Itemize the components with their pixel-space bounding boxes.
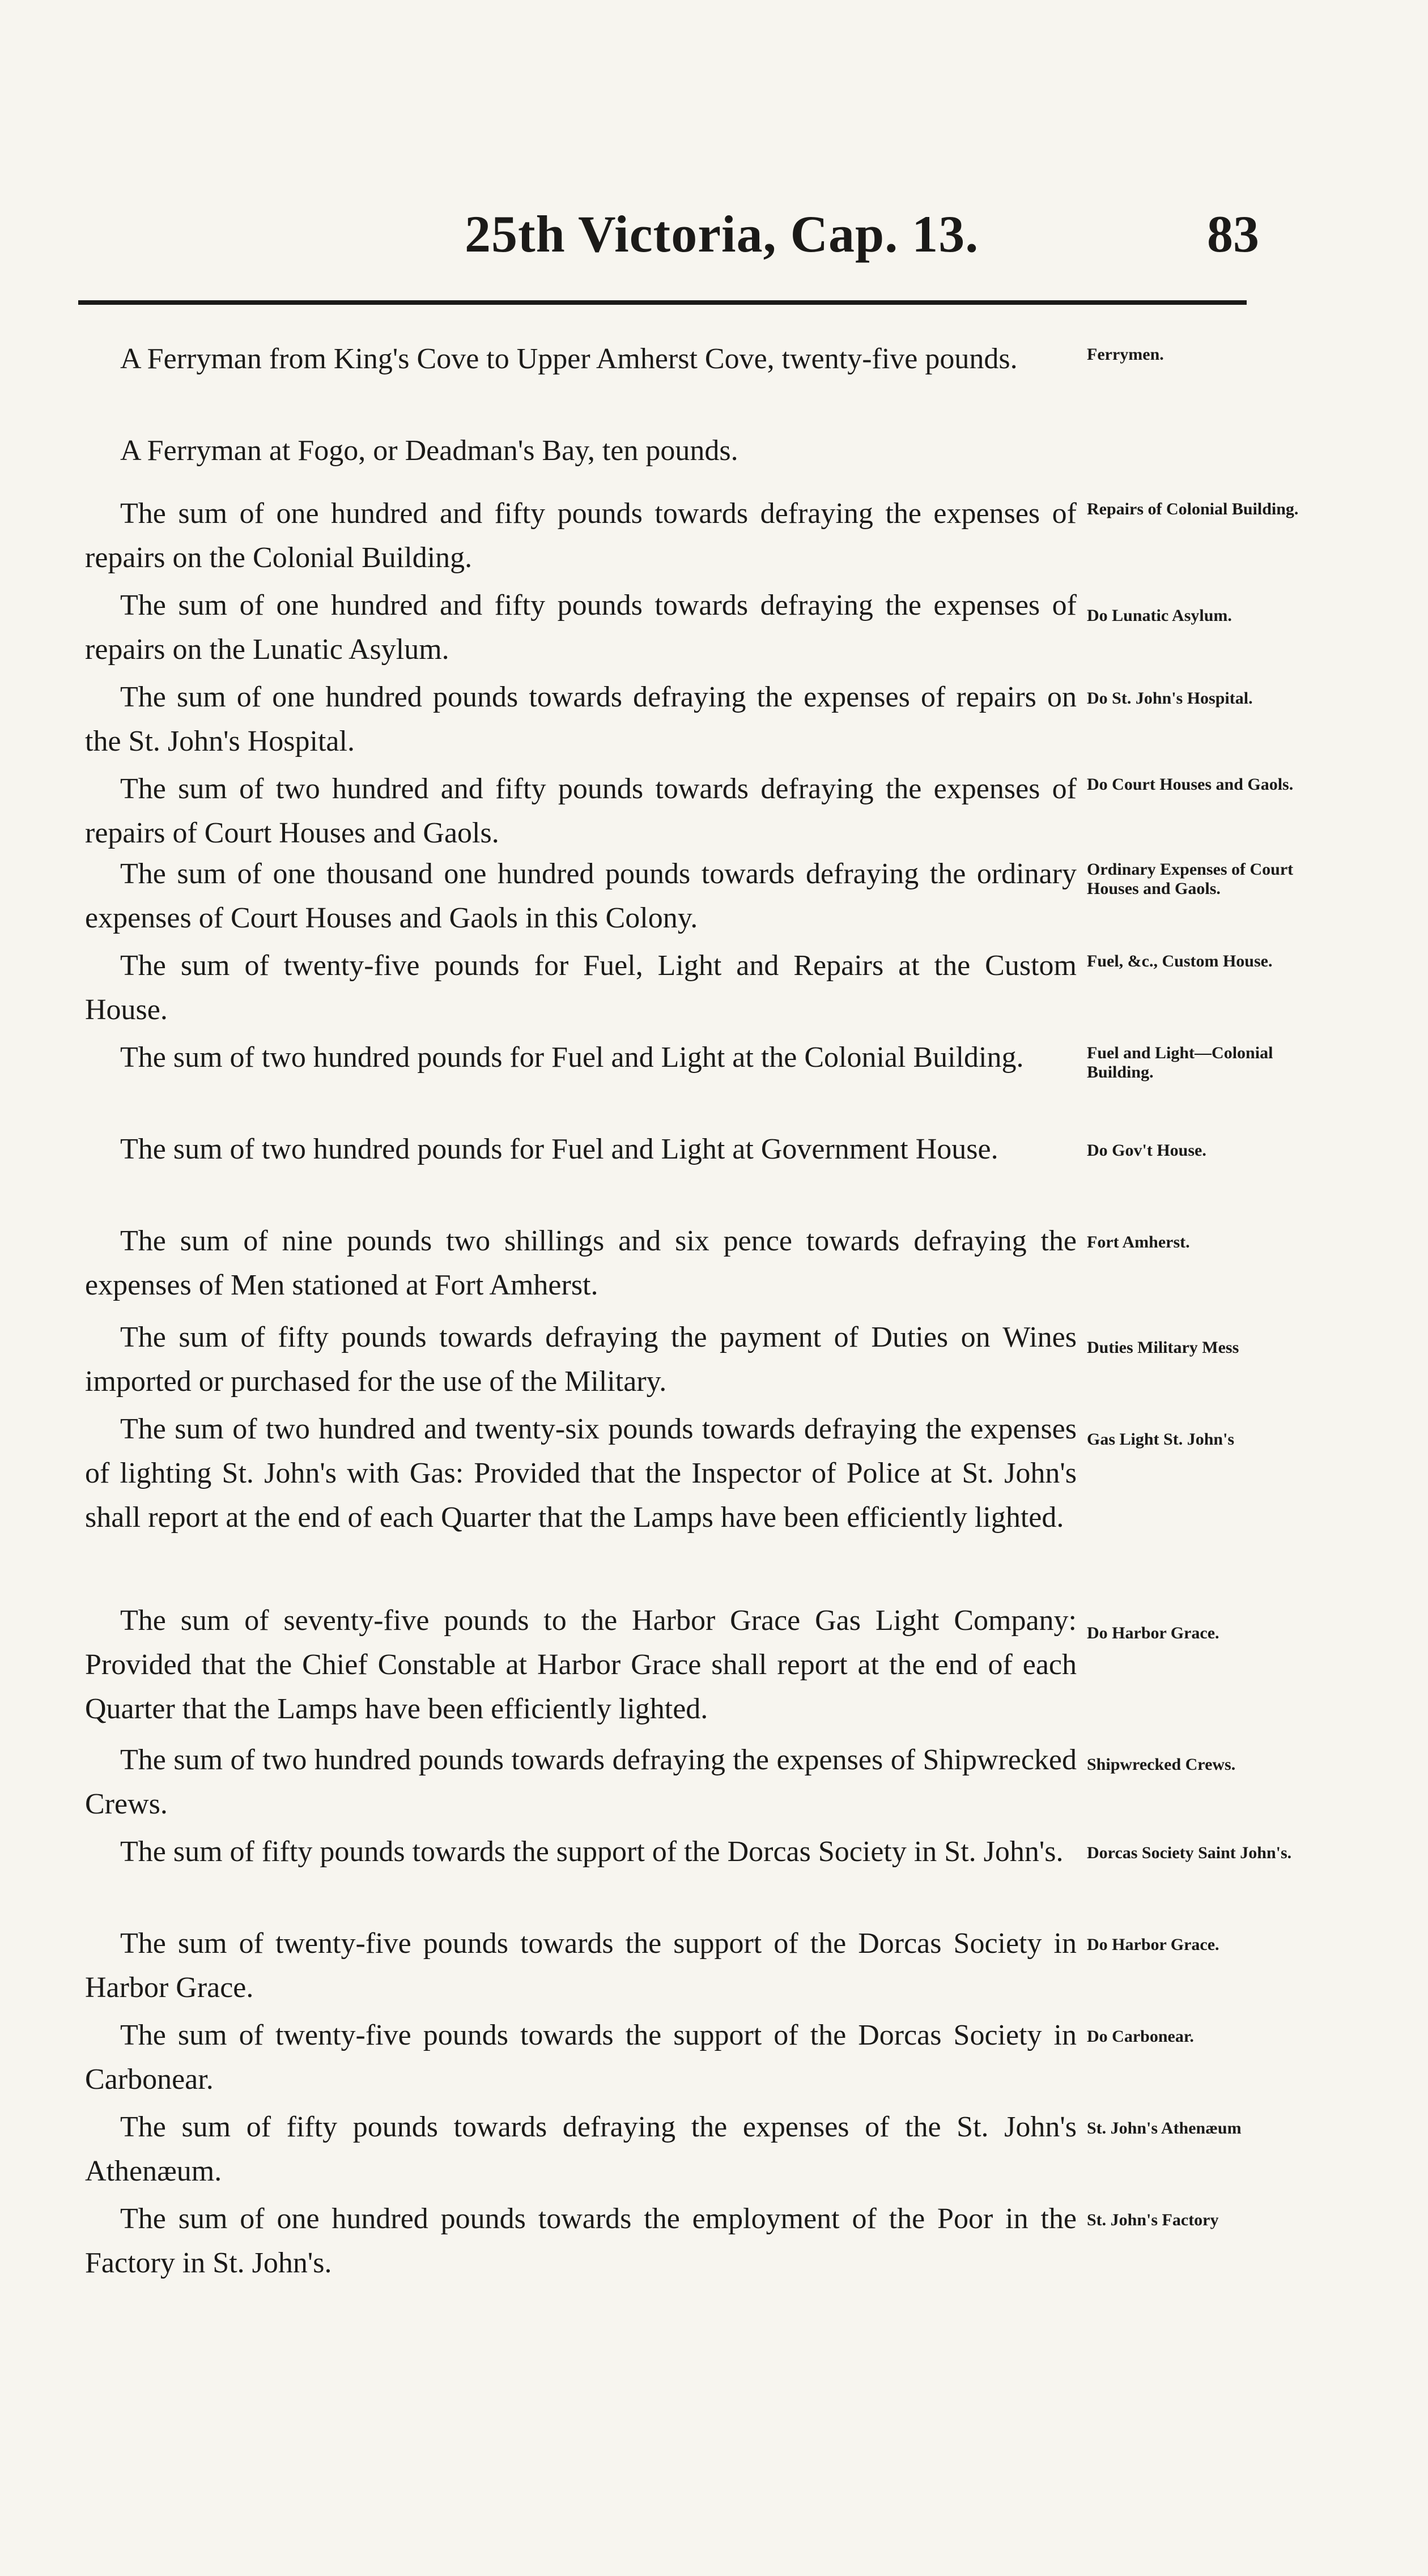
- margin-note: Fort Amherst.: [1087, 1233, 1190, 1251]
- entry-text: The sum of twenty-five pounds towards the support of the Dorcas Society in Carbonear.: [85, 2019, 1077, 2096]
- entry-text: The sum of nine pounds two shillings and six pence towards defraying the expenses of Men stationed at Fort Amherst.: [85, 1225, 1077, 1301]
- margin-note: Ordinary Expenses of Court Houses and Gaols.: [1087, 860, 1294, 898]
- entry-text: A Ferryman at Fogo, or Deadman's Bay, ten pounds.: [120, 435, 738, 467]
- margin-note: Do Court Houses and Gaols.: [1087, 775, 1294, 794]
- margin-note: Do Lunatic Asylum.: [1087, 606, 1232, 625]
- entry-text: The sum of two hundred pounds towards defraying the expenses of Shipwrecked Crews.: [85, 1744, 1077, 1820]
- margin-note: Fuel and Light—Colonial Building.: [1087, 1044, 1273, 1082]
- entry-text: The sum of one hundred and fifty pounds towards defraying the expenses of repairs on the Colonial Building.: [85, 497, 1077, 574]
- entry-text: A Ferryman from King's Cove to Upper Amherst Cove, twenty-five pounds.: [120, 343, 1018, 375]
- entry-text: The sum of twenty-five pounds towards the support of the Dorcas Society in Harbor Grace.: [85, 1927, 1077, 2004]
- margin-note: Duties Military Mess: [1087, 1338, 1239, 1357]
- margin-note: Do Carbonear.: [1087, 2027, 1194, 2046]
- entry-text: The sum of two hundred and fifty pounds towards defraying the expenses of repairs of Court Houses and Gaols.: [85, 773, 1077, 849]
- margin-note: Fuel, &c., Custom House.: [1087, 952, 1273, 970]
- margin-note: Do Harbor Grace.: [1087, 1935, 1219, 1954]
- entry-text: The sum of fifty pounds towards defraying the payment of Duties on Wines imported or purchased for the use of the Military.: [85, 1321, 1077, 1398]
- entry-text: The sum of one hundred pounds towards defraying the expenses of repairs on the St. John's Hospital.: [85, 681, 1077, 757]
- margin-note: St. John's Athenæum: [1087, 2119, 1242, 2138]
- entry-text: The sum of one hundred pounds towards the employment of the Poor in the Factory in St. John's.: [85, 2203, 1077, 2279]
- entry-text: The sum of twenty-five pounds for Fuel, Light and Repairs at the Custom House.: [85, 949, 1077, 1026]
- entry-text: The sum of fifty pounds towards the support of the Dorcas Society in St. John's.: [120, 1836, 1064, 1868]
- entry-text: The sum of two hundred pounds for Fuel and Light at the Colonial Building.: [120, 1041, 1024, 1074]
- running-head: [0, 204, 1428, 283]
- margin-note: Do Gov't House.: [1087, 1141, 1206, 1160]
- page-number: 83: [1207, 205, 1259, 263]
- margin-note: Shipwrecked Crews.: [1087, 1755, 1236, 1774]
- margin-note: Dorcas Society Saint John's.: [1087, 1843, 1292, 1862]
- entry-text: The sum of two hundred pounds for Fuel and Light at Government House.: [120, 1133, 998, 1165]
- header-rule: [78, 300, 1247, 305]
- margin-note: Gas Light St. John's: [1087, 1430, 1235, 1449]
- margin-note: Do St. John's Hospital.: [1087, 689, 1253, 708]
- entry-text: The sum of two hundred and twenty-six pounds towards defraying the expenses of lighting St. John's with Gas: Provided that the Inspector of Police at St. John's shall report at the end of each Quarter that the Lamps have been efficiently lighted.: [85, 1413, 1077, 1534]
- entry-text: The sum of one hundred and fifty pounds towards defraying the expenses of repairs on the Lunatic Asylum.: [85, 589, 1077, 666]
- entry-text: The sum of fifty pounds towards defraying the expenses of the St. John's Athenæum.: [85, 2111, 1077, 2187]
- entry-text: The sum of one thousand one hundred pounds towards defraying the ordinary expenses of Court Houses and Gaols in this Colony.: [85, 858, 1077, 934]
- margin-note: St. John's Factory: [1087, 2211, 1219, 2229]
- page-title: 25th Victoria, Cap. 13.: [465, 205, 979, 263]
- margin-note: Do Harbor Grace.: [1087, 1624, 1219, 1642]
- margin-note: Ferrymen.: [1087, 345, 1164, 364]
- entry-text: The sum of seventy-five pounds to the Harbor Grace Gas Light Company: Provided that the Chief Constable at Harbor Grace shall report at the end of each Quarter that the Lamps have been efficiently lighted.: [85, 1604, 1077, 1725]
- margin-note: Repairs of Colonial Building.: [1087, 500, 1299, 518]
